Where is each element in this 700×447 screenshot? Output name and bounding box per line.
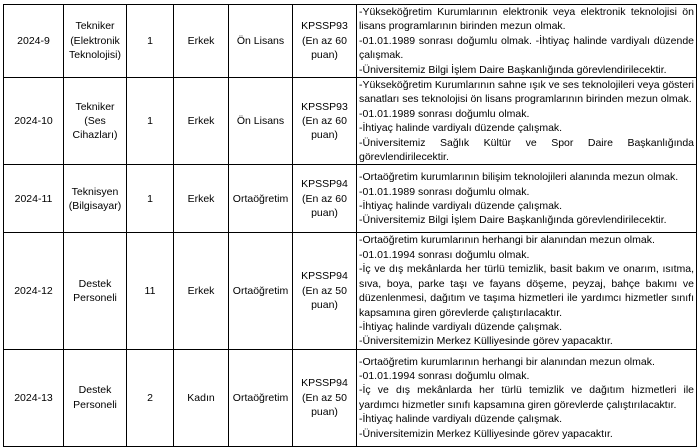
requirement-line: -01.01.1994 sonrası doğumlu olmak.	[359, 248, 530, 261]
position-requirements	[357, 165, 697, 233]
position-gender: Erkek	[174, 165, 229, 233]
requirement-line: -Ortaöğretim kurumlarının herhangi bir alanından mezun olmak.	[359, 234, 655, 247]
requirement-line: -Üniversitemizin Merkez Külliyesinde görev yapacaktır.	[359, 427, 613, 440]
requirement-line: -İhtiyaç halinde vardiyalı düzende çalışmak.	[359, 320, 563, 333]
requirement-line: -Üniversitemiz Bilgi İşlem Daire Başkanlığında görevlendirilecektir.	[359, 214, 667, 227]
requirement-line: -Üniversitemiz Bilgi İşlem Daire Başkanlığında görevlendirilecektir.	[359, 63, 667, 76]
position-gender: Erkek	[174, 233, 229, 349]
position-count: 1	[127, 78, 174, 165]
position-education: Ön Lisans	[229, 78, 293, 165]
table-row	[4, 5, 697, 78]
position-education: Ortaöğretim	[229, 165, 293, 233]
requirement-line: -Yükseköğretim Kurumlarının sahne ışık ve ses teknolojileri veya gösteri sanatları ses teknolojisi ön lisans programlarının birinden mezun olmak.	[359, 79, 694, 106]
position-requirements	[357, 233, 697, 349]
position-score: KPSSP94 (En az 50 puan)	[293, 233, 357, 349]
position-code: 2024-9	[4, 5, 64, 78]
requirement-line: -01.01.1989 sonrası doğumlu olmak. -İhtiyaç halinde vardiyalı düzende çalışmak.	[359, 34, 694, 62]
requirement-line: -İhtiyaç halinde vardiyalı düzende çalışmak.	[359, 122, 563, 135]
table-row	[4, 349, 697, 446]
position-education: Ortaöğretim	[229, 349, 293, 446]
position-score: KPSSP94 (En az 60 puan)	[293, 165, 357, 233]
requirement-line: -Üniversitemiz Sağlık Kültür ve Spor Daire Başkanlığında görevlendirilecektir.	[359, 136, 694, 164]
requirement-line: -Ortaöğretim kurumlarının herhangi bir alanından mezun olmak.	[359, 355, 655, 368]
position-requirements	[357, 78, 697, 165]
requirement-line: -01.01.1989 sonrası doğumlu olmak.	[359, 107, 530, 120]
requirement-line: -Ortaöğretim kurumlarının bilişim teknolojileri alanında mezun olmak.	[359, 171, 679, 184]
position-title: Destek Personeli	[64, 349, 127, 446]
position-count: 11	[127, 233, 174, 349]
requirement-line: -01.01.1989 sonrası doğumlu olmak.	[359, 185, 530, 198]
position-count: 2	[127, 349, 174, 446]
position-code: 2024-10	[4, 78, 64, 165]
position-title: Destek Personeli	[64, 233, 127, 349]
table-row	[4, 233, 697, 349]
position-education: Ön Lisans	[229, 5, 293, 78]
position-gender: Kadın	[174, 349, 229, 446]
position-score: KPSSP93 (En az 60 puan)	[293, 5, 357, 78]
requirement-line: -Üniversitemizin Merkez Külliyesinde görev yapacaktır.	[359, 335, 613, 348]
position-title: Teknisyen (Bilgisayar)	[64, 165, 127, 233]
requirement-line: -İç ve dış mekânlarda her türlü temizlik, basit bakım ve onarım, ısıtma, sıva, boya, parke taşı ve fayans döşeme, peyzaj, bahçe bakımı ve düzenlenmesi, dağıtım ve taşıma hizmetleri ile yardımcı hizmetler sınıfı kapsamına giren görevlerde çalıştırılacaktır.	[359, 263, 694, 319]
position-requirements	[357, 349, 697, 446]
position-education: Ortaöğretim	[229, 233, 293, 349]
position-gender: Erkek	[174, 78, 229, 165]
positions-table	[3, 4, 697, 447]
requirement-line: -İhtiyaç halinde vardiyalı düzende çalışmak.	[359, 413, 563, 426]
position-code: 2024-11	[4, 165, 64, 233]
position-score: KPSSP93 (En az 60 puan)	[293, 78, 357, 165]
table-row	[4, 165, 697, 233]
position-code: 2024-13	[4, 349, 64, 446]
position-score: KPSSP94 (En az 50 puan)	[293, 349, 357, 446]
position-count: 1	[127, 165, 174, 233]
position-code: 2024-12	[4, 233, 64, 349]
requirement-line: -01.01.1994 sonrası doğumlu olmak.	[359, 369, 530, 382]
position-title: Tekniker (Elektronik Teknolojisi)	[64, 5, 127, 78]
position-count: 1	[127, 5, 174, 78]
requirement-line: -İç ve dış mekânlarda her türlü temizlik ve dağıtım hizmetleri ile yardımcı hizmetler sınıfı kapsamına giren görevlerde çalıştırılacaktır.	[359, 384, 694, 411]
position-requirements	[357, 5, 697, 78]
position-gender: Erkek	[174, 5, 229, 78]
table-row	[4, 78, 697, 165]
requirement-line: -İhtiyaç halinde vardiyalı düzende çalışmak.	[359, 199, 563, 212]
position-title: Tekniker (Ses Cihazları)	[64, 78, 127, 165]
requirement-line: -Yükseköğretim Kurumlarının elektronik veya elektronik teknolojisi ön lisans programlarının birinden mezun olmak.	[359, 6, 694, 33]
